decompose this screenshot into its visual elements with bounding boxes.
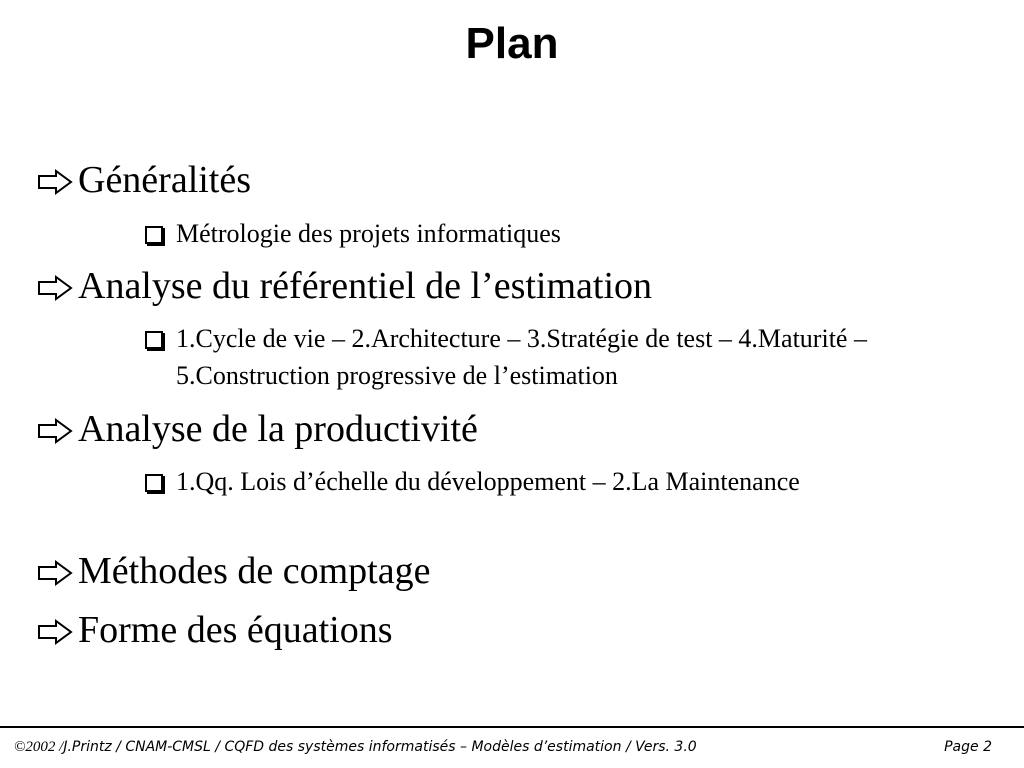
footer-credits <box>14 736 697 758</box>
outline-item-label: Généralités <box>78 159 252 201</box>
outline-item-analyse-productivite <box>36 407 478 451</box>
outline-subitem-metrologie <box>145 215 976 252</box>
outline-subitem-cycle-de-vie <box>145 320 976 394</box>
hollow-right-arrow-icon <box>36 560 76 586</box>
checkbox-icon <box>145 331 163 349</box>
footer-divider <box>0 726 1024 728</box>
outline-subitem-label: 1.Cycle de vie – 2.Architecture – 3.Stratégie de test – 4.Maturité – 5.Construction progressive de l’estimation <box>176 324 867 390</box>
footer-page-number: Page 2 <box>944 739 992 755</box>
outline-subitem-lois-echelle <box>145 463 826 500</box>
checkbox-icon <box>145 226 163 244</box>
hollow-right-arrow-icon <box>36 619 76 645</box>
outline-item-analyse-referentiel <box>36 264 652 308</box>
slide-title: Plan <box>465 19 559 68</box>
checkbox-icon <box>145 474 163 492</box>
outline-item-methodes-comptage <box>36 549 430 593</box>
hollow-right-arrow-icon <box>36 275 76 301</box>
outline-subitem-label: 1.Qq. Lois d’échelle du développement – 2.La Maintenance <box>176 467 800 496</box>
hollow-right-arrow-icon <box>36 418 76 444</box>
outline-item-label: Analyse de la productivité <box>78 408 478 450</box>
outline-item-generalites <box>36 158 251 202</box>
footer-text: J.Printz / CNAM-CMSL / CQFD des systèmes informatisés – Modèles d’estimation / Vers. 3.0 <box>63 739 697 755</box>
outline-item-label: Méthodes de comptage <box>78 550 431 592</box>
outline-subitem-label: Métrologie des projets informatiques <box>176 219 561 248</box>
outline-item-label: Forme des équations <box>78 609 393 651</box>
outline-item-forme-equations <box>36 608 393 652</box>
hollow-right-arrow-icon <box>36 169 76 195</box>
footer-copyright: ©2002 / <box>14 739 64 755</box>
outline-item-label: Analyse du référentiel de l’estimation <box>78 265 653 307</box>
